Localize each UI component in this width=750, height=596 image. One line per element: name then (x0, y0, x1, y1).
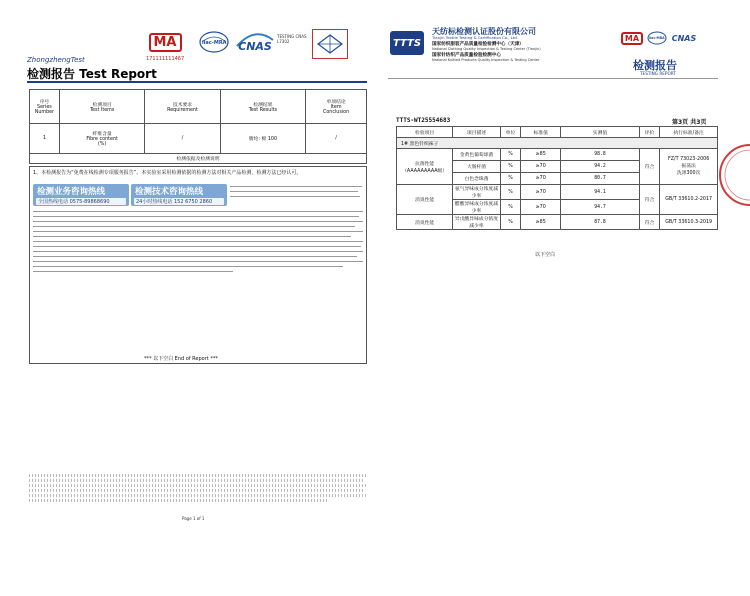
right-report (388, 25, 718, 285)
cell-desc: 醋酸异味成分浓度减少率 (453, 200, 500, 215)
cell-unit: % (500, 173, 520, 185)
page-info: 第3页 共3页 (672, 119, 707, 126)
cell-desc: 白色念珠菌 (453, 173, 500, 185)
emblem-icon (316, 33, 344, 55)
cell-std: ≥70 (521, 161, 561, 173)
hotline-banner-2 (131, 184, 227, 206)
section-row (397, 138, 718, 149)
cell-std: ≥85 (521, 215, 561, 230)
cell-val: 87.8 (561, 215, 640, 230)
cma-icon-right (621, 32, 643, 45)
cell-seq: 1 (30, 124, 60, 154)
cell-std: ≥85 (521, 149, 561, 161)
ilac-text: ilac-MRA (202, 40, 227, 46)
cnas-text: CNAS (238, 39, 272, 53)
emblem-logo (312, 29, 348, 59)
cell-item: 消臭性能 (397, 185, 453, 215)
cell-unit: % (500, 200, 520, 215)
cell-eval: 符合 (639, 185, 659, 215)
company-name: 天纺标检测认证股份有限公司 (432, 27, 536, 36)
cell-std: ≥70 (521, 185, 561, 200)
note-1: 1、本检测报告为“免费在线检测专项服务报告”。本实验室采用检测依据的检测方法对相关产品检测，检测方法已经认可。 (33, 170, 302, 176)
cell-val: 94.2 (561, 161, 640, 173)
header-seq: 序号 Series Number (30, 90, 60, 124)
method-text-body (33, 211, 363, 276)
report-title-right-en: TESTING REPORT (640, 71, 676, 76)
method-title-row (30, 154, 367, 164)
cnas-logo (235, 32, 275, 54)
header-item: 检验项目 (397, 127, 453, 138)
cell-unit: % (500, 215, 520, 230)
cell-req: / (145, 124, 220, 154)
cell-eval: 符合 (639, 149, 659, 185)
cell-desc: 金黄色葡萄球菌 (453, 149, 500, 161)
report-title-right: 检测报告 (633, 59, 677, 72)
ttts-logo (390, 31, 424, 55)
cnas-logo-right (670, 31, 698, 45)
center-name-1: 国家纺织服装产品质量检验检测中心（天津） (432, 42, 524, 47)
hotline-banner-1 (33, 184, 129, 206)
cma-text: MA (153, 34, 177, 50)
cnas-text-right: CNAS (671, 33, 697, 43)
cell-unit: % (500, 149, 520, 161)
hotline-banner-1-phone: 全国热线电话 0575-89868690 (36, 198, 126, 205)
header-desc: 项目描述 (453, 127, 500, 138)
cell-eval: 符合 (639, 215, 659, 230)
page-label: Page 1 of 1 (182, 516, 205, 521)
cell-desc: 氨气异味成分浓度减少率 (453, 185, 500, 200)
cma-logo-right (620, 31, 644, 45)
method-title: 检测依据及检测说明 (30, 154, 367, 164)
ttts-logo-text: TTTS (392, 37, 422, 49)
cell-val: 80.7 (561, 173, 640, 185)
table-row (397, 185, 718, 200)
cell-unit: % (500, 161, 520, 173)
end-of-report: *** 以下空白 End of Report *** (144, 356, 218, 362)
cell-val: 94.1 (561, 185, 640, 200)
cell-val: 98.8 (561, 149, 640, 161)
cell-desc: 异戊酸异味成分浓度减少率 (453, 215, 500, 230)
cell-std: ≥70 (521, 173, 561, 185)
header-item: 检测项目 Test Items (59, 90, 145, 124)
hotline-banner-2-title: 检测技术咨询热线 (135, 187, 204, 197)
header-concl: 单项结论 Item Conclusion (306, 90, 367, 124)
company-name-en: Tianjin Textile Testing & Certification Co., Ltd. (432, 35, 518, 40)
center-name-1-en: National Clothing Quality Inspection & Testing Center (Tianjin) (432, 47, 541, 51)
cell-result: 腈纶: 棉 100 (220, 124, 306, 154)
brand-label: ZhongzhengTest (27, 56, 85, 64)
seal-stamp-icon (712, 140, 750, 210)
cell-desc: 大肠杆菌 (453, 161, 500, 173)
method-text-right (230, 186, 362, 201)
ilac-text-right: ilac-MRA (649, 36, 665, 40)
report-number: TTTS-WT25554683 (396, 117, 451, 124)
cma-logo (147, 31, 183, 53)
cell-std: ≥70 (521, 200, 561, 215)
report-title: 检测报告 Test Report (27, 67, 157, 81)
left-report (27, 28, 369, 528)
header-val: 实测值 (561, 127, 640, 138)
detail-table (396, 126, 718, 230)
cma-text-right: MA (624, 33, 640, 43)
results-table (29, 89, 367, 164)
title-underline (27, 81, 367, 83)
header-eval: 评价 (639, 127, 659, 138)
table-row (397, 149, 718, 161)
center-name-2: 国家针纺织产品质量检验检测中心 (432, 53, 501, 58)
center-name-2-en: National Knitted Products Quality Inspection & Testing Center (432, 58, 540, 62)
header-result: 检测结果 Test Results (220, 90, 306, 124)
cnas-sub: TESTING CNAS L7302 (277, 34, 307, 44)
hotline-banner-2-phone: 24小时热线电话 152 6750 2860 (134, 198, 224, 205)
header-unit: 单位 (500, 127, 520, 138)
right-header-line (388, 78, 718, 79)
cell-item: 纤维含量 Fibre content (%) (59, 124, 145, 154)
table-header-row (30, 90, 367, 124)
table-header-row (397, 127, 718, 138)
section-label: 1# 黑色针织袜子 (397, 138, 718, 149)
cell-unit: % (500, 185, 520, 200)
cell-note: GB/T 33610.2-2017 (660, 185, 718, 215)
cell-concl: / (306, 124, 367, 154)
method-box (29, 166, 367, 364)
hotline-banner-1-title: 检测业务咨询热线 (37, 187, 106, 197)
cma-number: 171111111467 (146, 56, 185, 62)
end-text-right: 以下空白 (535, 252, 556, 258)
header-req: 技术要求 Requirement (145, 90, 220, 124)
cell-item: 抗菌性能 （AAAAAAAAA级） (397, 149, 453, 185)
cell-note: GB/T 33610.3-2019 (660, 215, 718, 230)
cell-val: 94.7 (561, 200, 640, 215)
header-note: 执行标准/备注 (660, 127, 718, 138)
cell-item: 消臭性能 (397, 215, 453, 230)
header-std: 标准值 (521, 127, 561, 138)
cma-icon (149, 33, 182, 52)
table-row (30, 124, 367, 154)
cell-note: FZ/T 73023-2006 振荡法 洗涤300次 (660, 149, 718, 185)
table-row (397, 215, 718, 230)
footer-fineprint (29, 474, 367, 504)
